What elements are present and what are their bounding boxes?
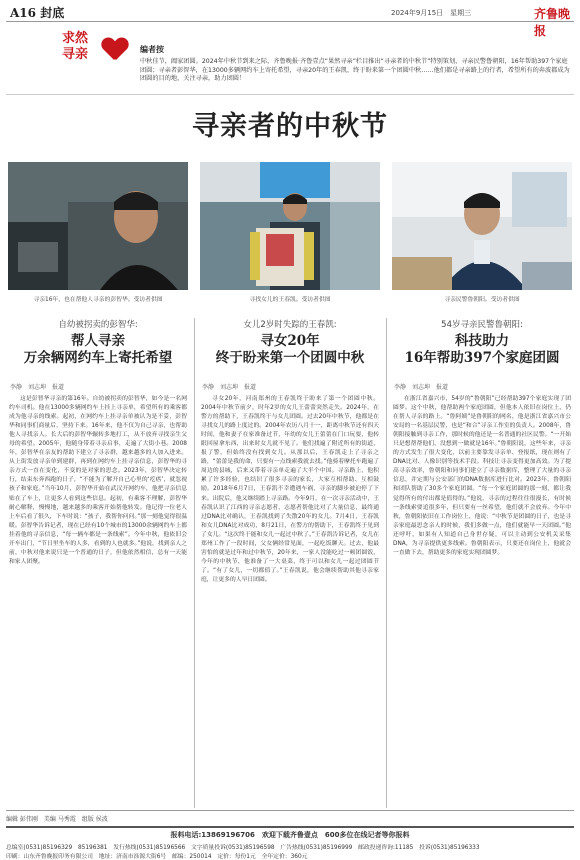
masthead-logo: 齐鲁晚报: [534, 7, 571, 38]
page-label: A16 封底: [10, 6, 65, 20]
story-kicker: 自幼被拐卖的彭智华:: [58, 320, 138, 330]
column-logo: [60, 28, 128, 90]
byline-3: 李静 刘志坤 报道: [394, 384, 449, 391]
hotline-text: 报料电话:13869196706 欢迎下载齐鲁壹点 600多位在线记者等你报料: [170, 831, 410, 839]
photo-peng-zhihua: [8, 162, 188, 290]
story-head-1: [8, 318, 188, 367]
date-line: 2024年9月15日 星期三: [391, 9, 472, 17]
footer-print-info: 印刷：山东齐鲁晚报印务有限公司 地址：济南市泺源大街6号 邮编：250014 定价：每份1元 全年定价：360元: [6, 854, 308, 860]
photo-caption-1: 寻亲16年，也在帮他人寻亲的彭智华。受访者供图: [33, 297, 163, 303]
editor-note-text: 中秋佳节，阖家团圆。2024年中秋节到来之际，齐鲁晚报·齐鲁壹点“果然寻亲”栏目推出“寻亲者的中秋节”特别策划，寻亲民警鲁朝阳，16年帮助397个家庭团圆；寻亲者彭智华，在13000多辆网约车上寄托希望，寻亲20年的王春凯，终于盼来第一个团圆中秋……他们都是寻亲路上的行者，希望所有的奔波都成为团圆的目的地，关注寻亲，助力团圆！: [140, 58, 570, 83]
story-head-2: [200, 318, 380, 367]
byline-1: 李静 刘志坤 报道: [10, 384, 65, 391]
story-title-line2: 16年帮助397个家庭团圆: [404, 350, 560, 366]
page-header: [6, 4, 574, 38]
column-divider: [386, 318, 387, 808]
footer-contacts: 总编室(0531)85196329 85196381 发行热线(0531)85196566 文字质量投诉(0531)85196598 广告热线(0531)85196999 邮政投递咨询:11185 投诉(0531)85196333: [6, 845, 480, 851]
editor-note-title: 编者按: [140, 45, 164, 54]
page-headline: 寻亲者的中秋节: [192, 111, 388, 142]
page-footer: [6, 826, 574, 860]
story-title-line1: 帮人寻亲: [71, 333, 125, 349]
story-title-line2: 万余辆网约车上寄托希望: [23, 350, 173, 366]
story-head-3: [392, 318, 572, 367]
story-kicker: 54岁寻亲民警鲁朝阳:: [441, 320, 523, 330]
story-body-3: 在浙江省嘉兴市，54岁的“鲁朝阳”已经帮助397个家庭实现了团圆梦。这个中秋，他帮助两个家庭团圆，但他本人依旧在岗位上，仍在帮人寻亲的路上。“鲁阿姨”是鲁朝阳的网名，他是浙江省嘉兴市公安局的一名基层民警，也是“和合”寻亲工作室的负责人。2008年，鲁朝阳接触到寻亲工作，那时候的他还是一名普通的社区民警。“一开始只是想帮帮他们，没想到一做就是16年。”鲁朝阳说，这些年来，寻亲的方式发生了很大变化，以前主要靠发寻亲单、登报纸，现在则有了DNA比对、人像识别等技术手段。科技让寻亲变得更加高效。为了提高寻亲效率，鲁朝阳和同事们建立了寻亲数据库，整理了大量的寻亲信息，并定期与公安部门的DNA数据库进行比对。2023年，鲁朝阳和团队帮助了30多个家庭团圆。“每一个家庭团圆的那一刻，都让我觉得所有的付出都是值得的。”他说，寻亲的过程往往很漫长，有时候一条线索要追很多年，但只要有一丝希望，他们就不会放弃。今年中秋，鲁朝阳依旧在工作岗位上，他说：“中秋节是团圆的日子，也是寻亲家庭最思念亲人的时候，我们多做一点，他们就能早一天团圆。”他还呼吁，如果有人知道自己身世存疑，可以主动到公安机关采集DNA，为寻亲提供更多线索。鲁朝阳表示，只要还在岗位上，他就会一直做下去，帮助更多的家庭实现团圆梦。: [393, 396, 571, 556]
story-body-2: 寻女20年，河南郑州的王春凯终于盼来了第一个团圆中秋。2004年中秋节前夕，时年2岁的女儿王蕾蕾突然走失。2024年，在警方的帮助下，王春凯终于与女儿团圆。过去20年中秋节，他都是在寻找女儿的路上度过的。2004年农历八月十一，距离中秋节还有四天时间，他和妻子在家准备过节，年幼的女儿王蕾蕾在门口玩耍，他转眼回屋拿东西，出来时女儿就不见了。他们找遍了附近所有的街道，报了警，但始终没有找到女儿。从那以后，王春凯走上了寻亲之路，“蕾蕾是我的命，只要有一点线索我就去找。”他骑着摩托车跑遍了周边的县城，后来又带着寻亲单走遍了大半个中国。寻亲路上，他积累了许多经验，也结识了很多寻亲的家长，大家互相帮助、互相鼓励。2018年6月7日，王春凯不幸遭遇车祸，寻亲的脚步被迫停了下来。出院后，他又继续踏上寻亲路。今年9月，在一次寻亲活动中，王春凯认识了江西的寻亲志愿者，志愿者帮他比对了大量信息，最终通过DNA比对确认，王春凯找到了失散20年的女儿。7月4日，王春凯和女儿DNA比对成功，8月21日，在警方的帮助下，王春凯终于见到了女儿。“这次终于能和女儿一起过中秋了。”王春凯告诉记者，女儿在郑州工作了一段时间，父女俩经常见面，一起吃饭聊天。过去，他最害怕的就是过年和过中秋节，20年来，一家人没能吃过一顿团圆饭，今年的中秋节，他准备了一大桌菜，终于可以和女儿一起过团圆节了。“有了女儿，一切都值了。”王春凯说，他会继续帮助其他寻亲家庭，让更多的人早日团圆。: [201, 396, 379, 583]
column-divider: [194, 318, 195, 808]
photo-caption-2: 寻找女儿的王春凯。受访者供图: [249, 297, 331, 303]
byline-2: 李静 刘志坤 报道: [202, 384, 257, 391]
photo-wang-chunkai: [200, 162, 380, 290]
story-title-line2: 终于盼来第一个团圆中秋: [215, 350, 365, 366]
heart-icon: [102, 38, 128, 62]
editors-credit: 编辑 彭伟刚 美编 马秀霞 组版 侯波: [6, 810, 574, 823]
logo-word-bottom: 寻亲: [62, 47, 89, 62]
logo-word-top: 求然: [62, 31, 89, 46]
story-title-line1: 科技助力: [455, 333, 509, 349]
story-title-line1: 寻女20年: [260, 333, 320, 349]
story-body-1: 这是彭智华寻亲的第16年。自幼被拐卖的彭智华，如今是一名网约车司机。他在13000多辆网约车上挂上寻亲单，希望所有的乘客都成为他寻亲的线索。起初，在网约车上挂寻亲单被认为是不妥，彭智华和同事们商量后，坚持下来。16年来，他不仅为自己寻亲，也帮助他人寻找亲人。长大后的彭智华辗转多地打工，从不放弃寻找亲生父母的希望。2005年，他随身带着寻亲启事，走遍了大街小巷。2008年，彭智华在亲友的帮助下建立了寻亲群，越来越多的人加入进来。从上街发放寻亲单到建群，再到在网约车上挂寻亲信息，彭智华的寻亲方式一直在变化，不变的是对家的思念。2023年，彭智华决定转行，结束东奔西跑的日子，“不能为了解开自己心里的‘疙瘩’，就忽视孩子和家庭。”当年10月，彭智华开始在武汉开网约车，他把寻亲信息贴在了车上，让更多人看到这些信息。起初，有乘客不理解，彭智华耐心解释，慢慢地，越来越多的乘客开始帮他转发。他记得一位老人上车后看了很久，下车时说：“孩子，我帮你问问。”那一刻他觉得很温暖。彭智华告诉记者，现在已经有10个城市的13000余辆网约车上都挂着他的寻亲信息，“每一辆车都是一条线索”。今年中秋，他依旧会开车出门，“节日里坐车的人多，看到的人也就多。”他说，找到亲人之前，中秋对他来说只是一个普通的日子，但他依然相信，总有一天能和家人团聚。: [9, 396, 187, 565]
photo-caption-3: 寻亲民警鲁朝阳。受访者供图: [444, 297, 520, 303]
photo-lu-chaoyang: [392, 162, 572, 290]
story-kicker: 女儿2岁时失踪的王春凯:: [243, 320, 337, 330]
